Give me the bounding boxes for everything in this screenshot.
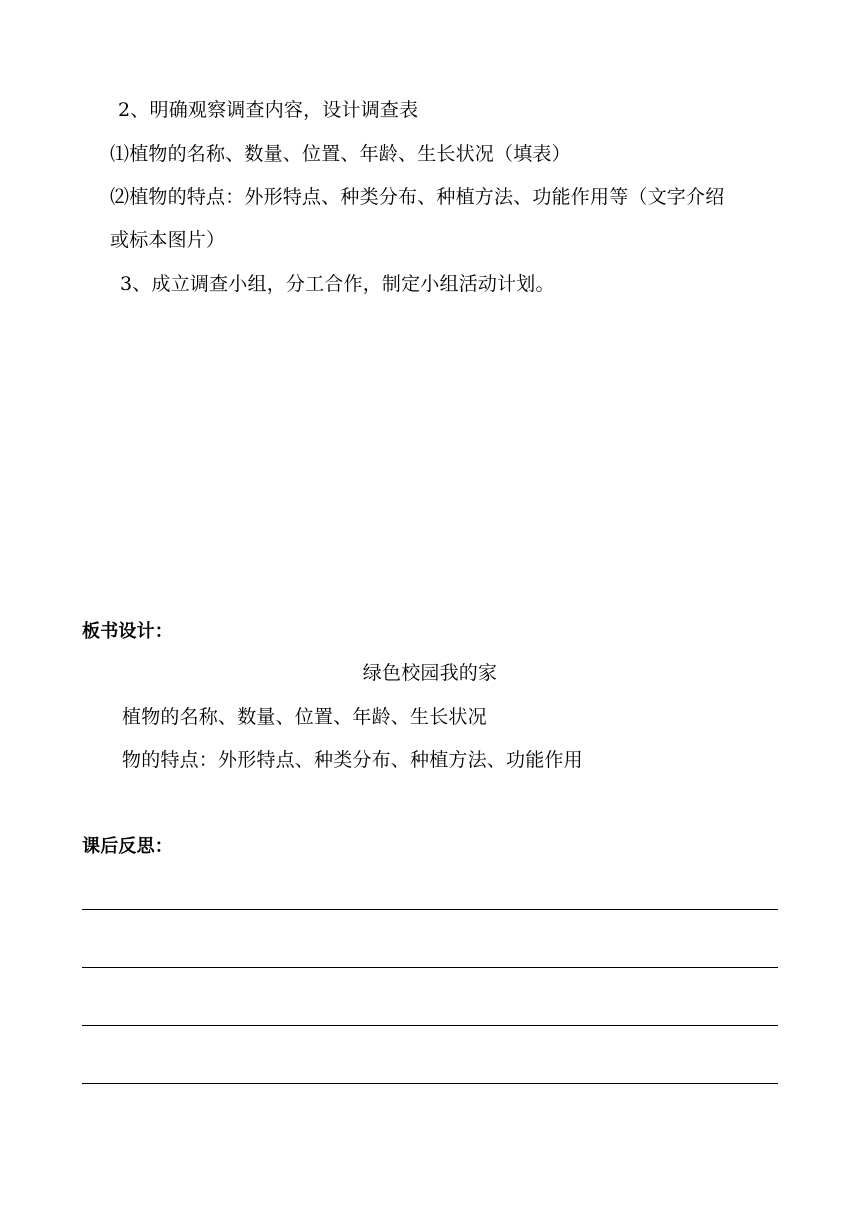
reflection-heading: 课后反思： xyxy=(82,836,173,857)
item-2-sub-2-line-1: ⑵植物的特点：外形特点、种类分布、种植方法、功能作用等（文字介绍 xyxy=(110,186,725,208)
board-design-heading: 板书设计： xyxy=(82,621,173,642)
reflection-writing-line xyxy=(82,909,778,910)
reflection-writing-line xyxy=(82,1025,778,1026)
reflection-writing-line xyxy=(82,967,778,968)
item-2-sub-1: ⑴植物的名称、数量、位置、年龄、生长状况（填表） xyxy=(110,143,571,165)
item-2-heading: 2、明确观察调查内容，设计调查表 xyxy=(118,99,419,121)
board-design-line-1: 植物的名称、数量、位置、年龄、生长状况 xyxy=(122,706,487,728)
reflection-writing-line xyxy=(82,1083,778,1084)
board-design-line-2: 物的特点：外形特点、种类分布、种植方法、功能作用 xyxy=(122,749,583,771)
item-3: 3、成立调查小组，分工合作，制定小组活动计划。 xyxy=(120,273,555,295)
item-2-sub-2-line-2: 或标本图片） xyxy=(110,229,226,251)
board-design-title: 绿色校园我的家 xyxy=(362,662,498,684)
